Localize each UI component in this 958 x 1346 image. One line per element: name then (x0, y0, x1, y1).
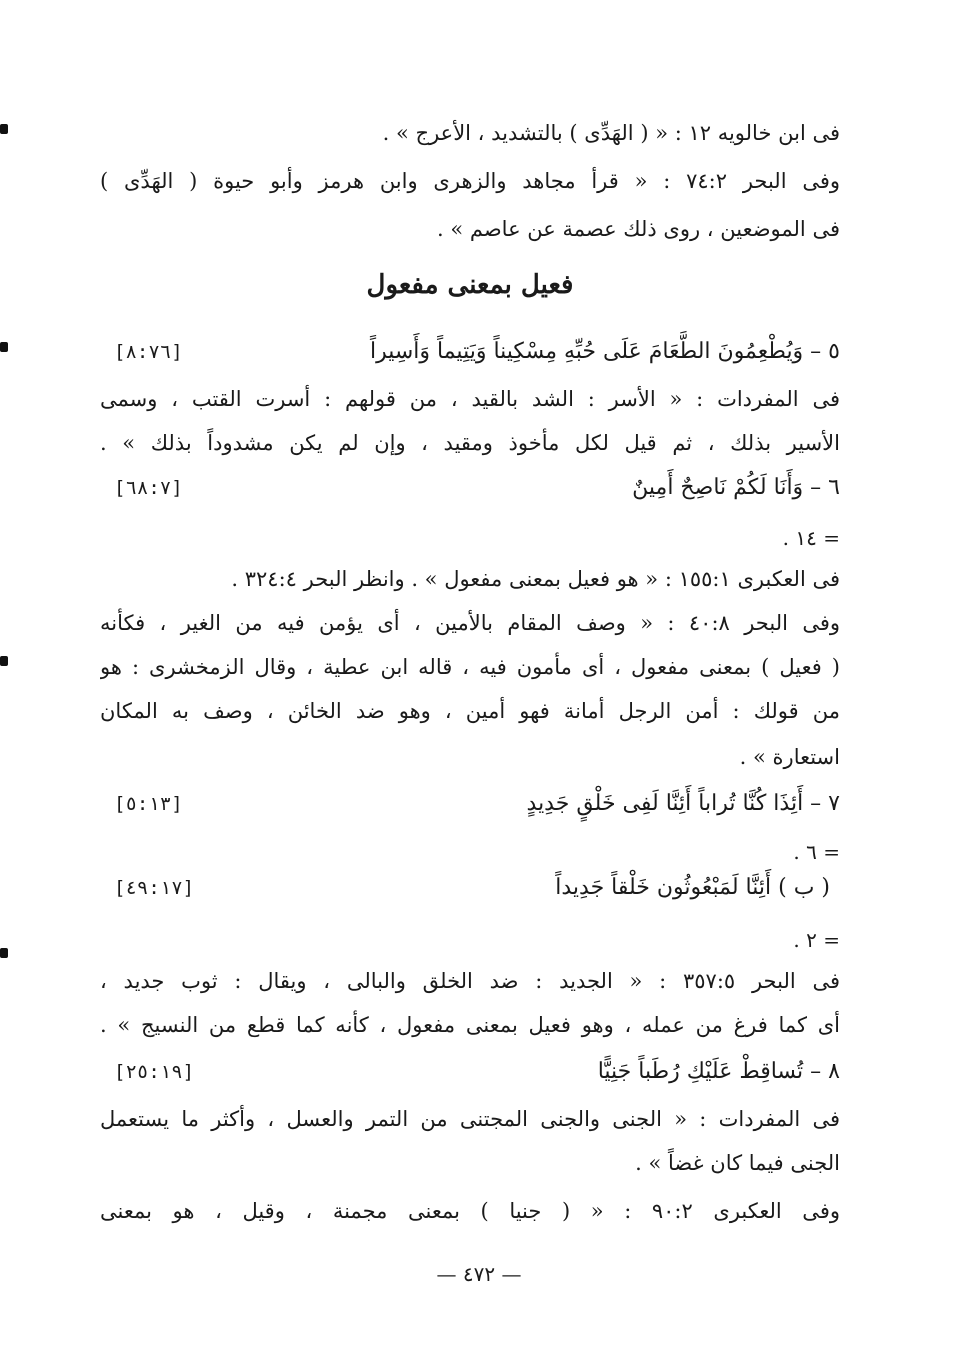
verse-8 (100, 1056, 840, 1088)
section-heading: فعيل بمعنى مفعول (366, 270, 574, 300)
text-line-3: فى الموضعين ، روى ذلك عصمة عن عاصم » . (437, 217, 840, 241)
margin-mark-3 (0, 656, 8, 666)
text-line-2: وفى البحر ٧٤:٢ : « قرأ مجاهد والزهرى وابن هرمز وأبو حيوة ( الهَدِّى ) (100, 169, 840, 193)
para-8-line-1: فى المفردات : « الجنى والجنى المجتنى من التمر والعسل ، وأكثر ما يستعمل (100, 1107, 840, 1131)
para-5-line-2: الأسير بذلك ، ثم قيل لكل مأخوذ ومقيد ، وإن لم يكن مشدوداً بذلك » . (100, 431, 840, 455)
verse-5-text: ٥ – وَيُطْعِمُونَ الطَّعَامَ عَلَى حُبِّهِ مِسْكِيناً وَيَتِيماً وَأَسِيراً (369, 339, 840, 364)
verse-7-ref: [٥:١٣] (114, 793, 183, 815)
page-body (100, 100, 840, 1320)
text-line-1: فى ابن خالويه ١٢ : « ( الهَدِّى ) بالتشديد ، الأعرج » . (382, 121, 840, 145)
verse-6-ref: [٦٨:٧] (114, 477, 183, 499)
margin-mark-4 (0, 948, 8, 958)
para-6-line-1: فى العكبرى ١٥٥:١ : « هو فعيل بمعنى مفعول » . وانظر البحر ٣٢٤:٤ . (231, 567, 840, 591)
verse-6-text: ٦ – وَأَنَا لَكُمْ نَاصِحٌ أَمِينٌ (632, 475, 840, 500)
verse-7 (100, 788, 840, 820)
margin-mark-1 (0, 124, 8, 134)
equals-line-2: = ٢ . (793, 928, 840, 952)
equals-line-14: = ١٤ . (782, 526, 840, 550)
verse-7b-text: ( ب ) أَئِنَّا لَمَبْعُوثُون خَلْقاً جَدِيداً (555, 875, 830, 900)
verse-6 (100, 472, 840, 504)
para-6-line-2: وفى البحر ٤٠:٨ : « وصف المقام بالأمين ، أى يؤمن فيه من الغير ، فكأنه (100, 611, 840, 635)
page-number: — ٤٧٢ — (436, 1262, 522, 1286)
verse-5-ref: [٨:٧٦] (114, 341, 183, 363)
equals-line-6: = ٦ . (793, 840, 840, 864)
para-6-line-5: استعارة » . (739, 745, 840, 769)
para-6-line-3: ( فعيل ) بمعنى مفعول ، أى مأمون فيه ، قاله ابن عطية ، وقال الزمخشرى : هو (100, 655, 840, 679)
para-8-line-2: الجنى فيما كان غضاً » . (635, 1151, 840, 1175)
verse-8-text: ٨ – تُساقِطْ عَلَيْكِ رُطَباً جَنِيًّا (597, 1059, 840, 1084)
para-5-line-1: فى المفردات : « الأسر : الشد بالقيد ، من قولهم : أسرت القتب ، وسمى (100, 387, 840, 411)
verse-5 (100, 336, 840, 368)
para-7-line-2: أى كما فرغ من عمله ، وهو فعيل بمعنى مفعول ، كأنه كما قطع من النسيج » . (100, 1013, 840, 1037)
margin-mark-2 (0, 342, 8, 352)
verse-8-ref: [٢٥:١٩] (114, 1061, 195, 1083)
verse-7b-ref: [٤٩:١٧] (114, 877, 195, 899)
para-6-line-4: من قولك : أمن الرجل أمانة فهو أمين ، وهو ضد الخائن ، وصف به المكان (100, 699, 840, 723)
verse-7-text: ٧ – أَئِذَا كُنَّا تُراباً أَئِنَّا لَفِى خَلْقٍ جَدِيدٍ (526, 791, 840, 816)
para-7-line-1: فى البحر ٣٥٧:٥ : « الجديد : ضد الخلق والبالى ، ويقال : ثوب جديد ، (100, 969, 840, 993)
para-8-line-3: وفى العكبرى ٩٠:٢ : « ( جنيا ) بمعنى مجمنة ، وقيل ، هو بمعنى (100, 1199, 840, 1223)
verse-7b (100, 872, 840, 904)
